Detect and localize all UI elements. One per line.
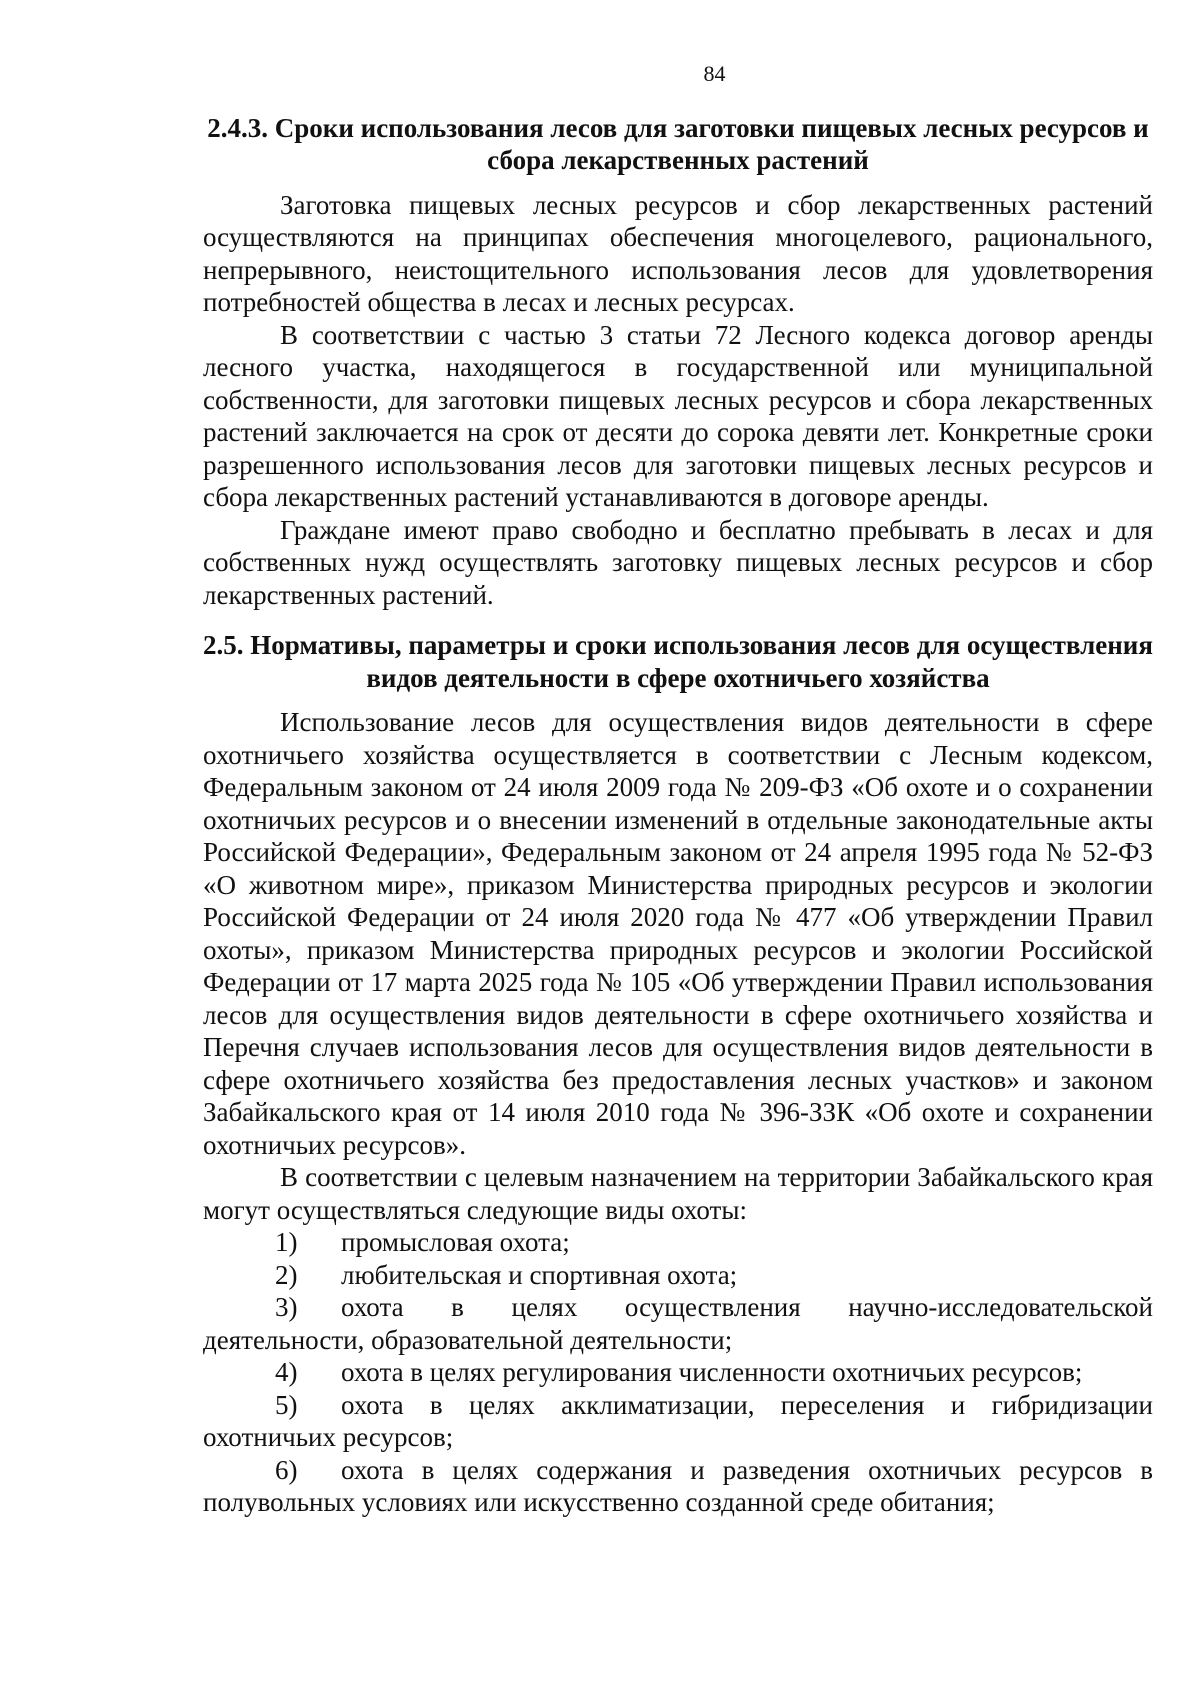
list-item-text: любительская и спортивная охота; [341, 1259, 738, 1290]
list-item-text: охота в целях регулирования численности охотничьих ресурсов; [341, 1357, 1083, 1388]
list-item-number: 5) [275, 1389, 298, 1420]
list-item [203, 1356, 1153, 1389]
list-item-number: 4) [275, 1357, 298, 1388]
paragraph: Использование лесов для осуществления видов деятельности в сфере охотничьего хозяйства осуществляется в соответствии с Лесным кодексом, Федеральным законом от 24 июля 2009 года № 209-ФЗ «Об охоте и о сохранении охотничьих ресурсов и о внесении изменений в отдельные законодательные акты Российской Федерации», Федеральным законом от 24 апреля 1995 года № 52-ФЗ «О животном мире», приказом Министерства природных ресурсов и экологии Российской Федерации от 24 июля 2020 года № 477 «Об утверждении Правил охоты», приказом Министерства природных ресурсов и экологии Российской Федерации от 17 марта 2025 года № 105 «Об утверждении Правил использования лесов для осуществления видов деятельности в сфере охотничьего хозяйства и Перечня случаев использования лесов для осуществления видов деятельности в сфере охотничьего хозяйства без предоставления лесных участков» и законом Забайкальского края от 14 июля 2010 года № 396-ЗЗК «Об охоте и сохранении охотничьих ресурсов». [203, 707, 1153, 1160]
page-content [203, 112, 1153, 1519]
paragraph: Заготовка пищевых лесных ресурсов и сбор лекарственных растений осуществляются на принципах обеспечения многоцелевого, рационального, непрерывного, неистощительного использования лесов для удовлетворения потребностей общества в лесах и лесных ресурсах. [203, 189, 1153, 318]
list-item [203, 1389, 1153, 1454]
list-item-text: охота в целях акклиматизации, переселения и гибридизации охотничьих ресурсов; [203, 1389, 1153, 1453]
list-item [203, 1226, 1153, 1259]
list-item-number: 6) [275, 1454, 298, 1485]
list-item-number: 3) [275, 1292, 298, 1323]
paragraph: В соответствии с целевым назначением на территории Забайкальского края могут осуществляться следующие виды охоты: [203, 1162, 1153, 1225]
list-item [203, 1454, 1153, 1519]
paragraph: В соответствии с частью 3 статьи 72 Лесного кодекса договор аренды лесного участка, находящегося в государственной или муниципальной собственности, для заготовки пищевых лесных ресурсов и сбора лекарственных растений заключается на срок от десяти до сорока девяти лет. Конкретные сроки разрешенного использования лесов для заготовки пищевых лесных ресурсов и сбора лекарственных растений устанавливаются в договоре аренды. [203, 319, 1153, 513]
list-item-text: охота в целях содержания и разведения охотничьих ресурсов в полувольных условиях или искусственно созданной среде обитания; [203, 1454, 1153, 1518]
list-item-number: 2) [275, 1259, 298, 1290]
list-item-text: промысловая охота; [341, 1227, 570, 1258]
section-243-title: 2.4.3. Сроки использования лесов для заготовки пищевых лесных ресурсов и сбора лекарственных растений [207, 113, 1149, 176]
hunting-types-list [203, 1226, 1153, 1519]
page-number: 84 [703, 61, 726, 86]
paragraph: Граждане имеют право свободно и бесплатно пребывать в лесах и для собственных нужд осуществлять заготовку пищевых лесных ресурсов и сбор лекарственных растений. [203, 514, 1153, 610]
list-item [203, 1259, 1153, 1292]
list-item-text: охота в целях осуществления научно-исследовательской деятельности, образовательной деятельности; [203, 1292, 1153, 1355]
list-item-number: 1) [275, 1227, 298, 1258]
list-item [203, 1291, 1153, 1356]
section-25-title: 2.5. Нормативы, параметры и сроки использования лесов для осуществления видов деятельности в сфере охотничьего хозяйства [203, 630, 1153, 693]
